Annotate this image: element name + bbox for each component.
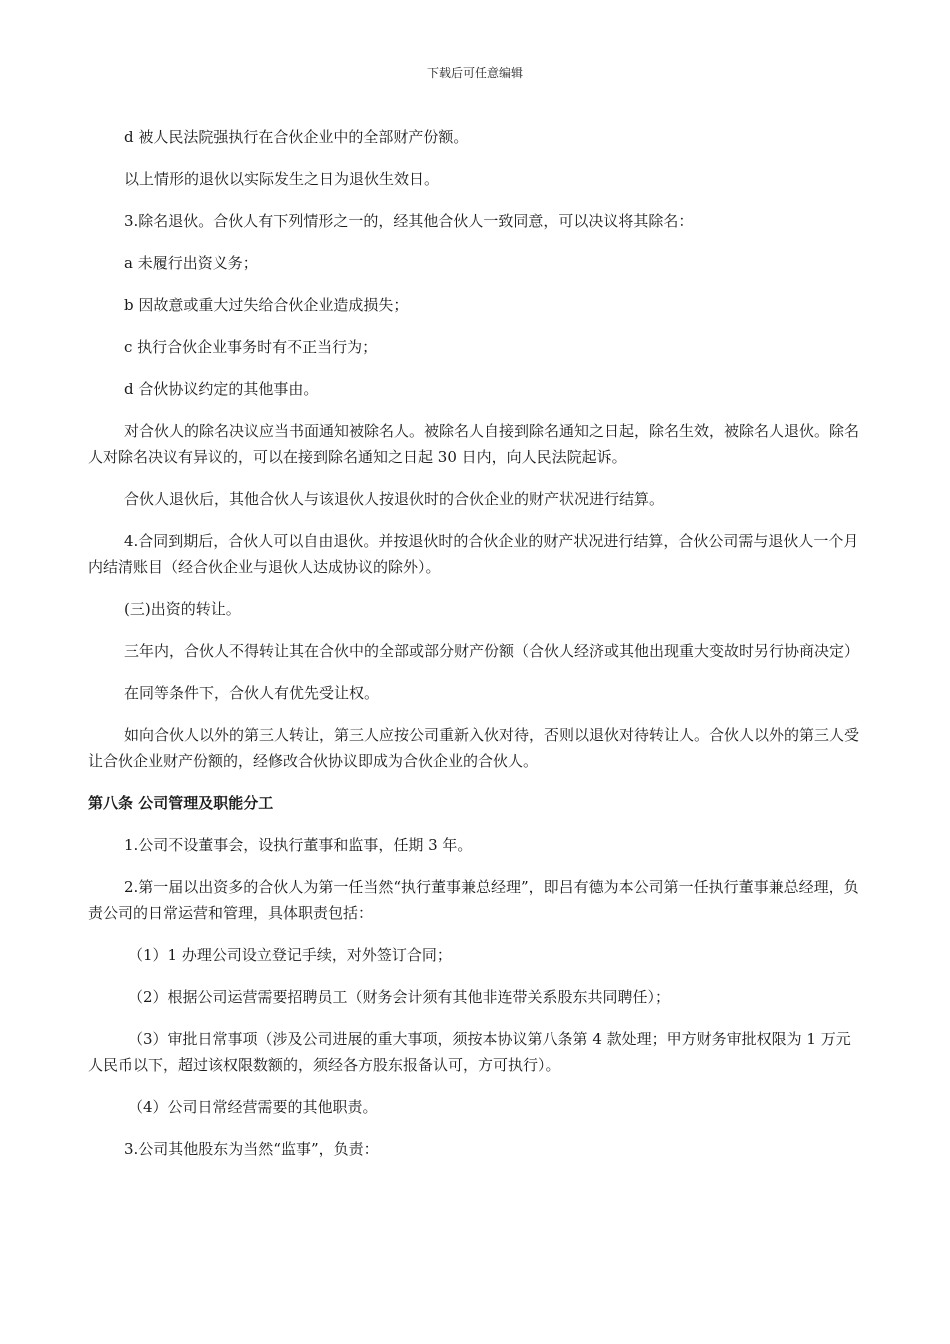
paragraph: 三年内，合伙人不得转让其在合伙中的全部或部分财产份额（合伙人经济或其他出现重大变故时另行协商决定） [124, 642, 860, 660]
page-header: 下载后可任意编辑 [426, 66, 523, 80]
list-item: （1）1 办理公司设立登记手续，对外签订合同； [128, 946, 452, 964]
paragraph: 1.公司不设董事会，设执行董事和监事，任期 3 年。 [124, 836, 473, 854]
paragraph: 3.除名退伙。合伙人有下列情形之一的，经其他合伙人一致同意，可以决议将其除名： [124, 212, 694, 230]
paragraph: (三)出资的转让。 [124, 600, 241, 618]
paragraph: 2.第一届以出资多的合伙人为第一任当然“执行董事兼总经理”，即吕有德为本公司第一任执行董事兼总经理，负责公司的日常运营和管理，具体职责包括： [88, 878, 859, 922]
list-item: d 合伙协议约定的其他事由。 [124, 380, 319, 398]
paragraph: 合伙人退伙后，其他合伙人与该退伙人按退伙时的合伙企业的财产状况进行结算。 [124, 490, 665, 508]
list-item: （2）根据公司运营需要招聘员工（财务会计须有其他非连带关系股东共同聘任）； [128, 988, 671, 1006]
list-item: （3）审批日常事项（涉及公司进展的重大事项，须按本协议第八条第 4 款处理；甲方财务审批权限为 1 万元人民币以下，超过该权限数额的，须经各方股东报备认可，方可执行）。 [88, 1030, 851, 1074]
section-heading: 第八条 公司管理及职能分工 [88, 794, 274, 812]
list-item: a 未履行出资义务； [124, 254, 258, 272]
paragraph: d 被人民法院强执行在合伙企业中的全部财产份额。 [124, 128, 469, 146]
list-item: （4）公司日常经营需要的其他职责。 [128, 1098, 378, 1116]
list-item: b 因故意或重大过失给合伙企业造成损失； [124, 296, 409, 314]
paragraph: 对合伙人的除名决议应当书面通知被除名人。被除名人自接到除名通知之日起，除名生效，被除名人退伙。除名人对除名决议有异议的，可以在接到除名通知之日起 30 日内，向人民法院起诉。 [88, 422, 860, 466]
paragraph: 4.合同到期后，合伙人可以自由退伙。并按退伙时的合伙企业的财产状况进行结算，合伙公司需与退伙人一个月内结清账目（经合伙企业与退伙人达成协议的除外）。 [88, 532, 859, 576]
paragraph: 以上情形的退伙以实际发生之日为退伙生效日。 [124, 170, 440, 188]
paragraph: 在同等条件下，合伙人有优先受让权。 [124, 684, 380, 702]
list-item: c 执行合伙企业事务时有不正当行为； [124, 338, 378, 356]
paragraph: 3.公司其他股东为当然“监事”，负责： [124, 1140, 379, 1158]
document-body [88, 124, 864, 1162]
paragraph: 如向合伙人以外的第三人转让，第三人应按公司重新入伙对待，否则以退伙对待转让人。合伙人以外的第三人受让合伙企业财产份额的，经修改合伙协议即成为合伙企业的合伙人。 [88, 726, 860, 770]
